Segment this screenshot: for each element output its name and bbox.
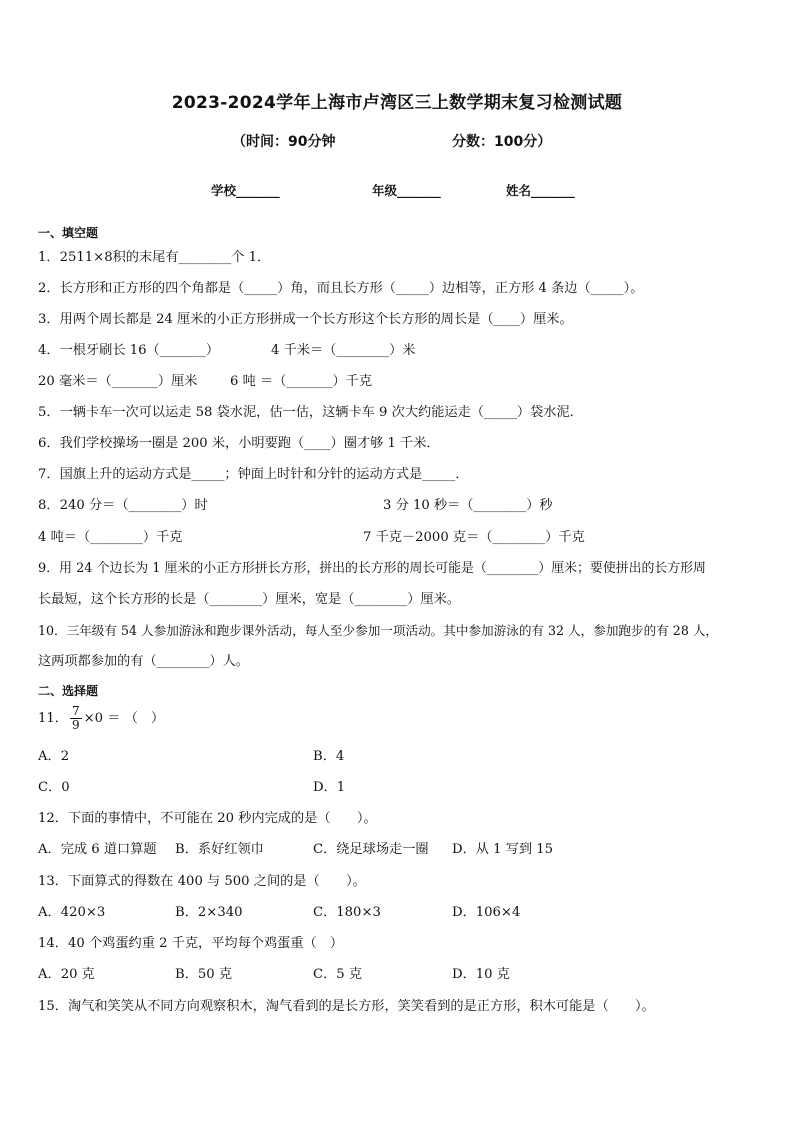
fraction-denominator: 9 — [71, 718, 80, 732]
fraction-numerator: 7 — [71, 704, 80, 718]
question-14: 14．40 个鸡蛋约重 2 千克，平均每个鸡蛋重（ ） — [38, 936, 344, 951]
name-field: 姓名_______ — [506, 183, 575, 198]
question-8a: 8．240 分＝（________）时 — [38, 498, 208, 513]
option-14-b: B．50 克 — [175, 967, 233, 982]
exam-title: 2023-2024学年上海市卢湾区三上数学期末复习检测试题 — [171, 93, 623, 113]
question-4d: 6 吨 ＝（_______）千克 — [230, 374, 373, 389]
option-14-a: A．20 克 — [38, 967, 95, 982]
option-11-a: A．2 — [38, 749, 70, 764]
question-10-line2: 这两项都参加的有（________）人。 — [38, 654, 249, 669]
question-10-line1: 10．三年级有 54 人参加游泳和跑步课外活动，每人至少参加一项活动。其中参加游泳的有 32 人，参加跑步的有 28 人， — [38, 623, 719, 638]
question-8b: 3 分 10 秒＝（________）秒 — [383, 498, 553, 513]
option-12-b: B．系好红领巾 — [175, 842, 264, 857]
question-8c: 4 吨＝（________）千克 — [38, 530, 183, 545]
question-5: 5．一辆卡车一次可以运走 58 袋水泥，估一估，这辆卡车 9 次大约能运走（_____）袋水泥． — [38, 405, 583, 420]
option-11-c: C．0 — [38, 780, 70, 795]
question-6: 6．我们学校操场一圈是 200 米，小明要跑（____）圈才够 1 千米． — [38, 436, 440, 451]
option-11-d: D．1 — [313, 780, 346, 795]
option-12-c: C．绕足球场走一圈 — [313, 842, 429, 857]
fraction-7-9 — [70, 705, 82, 732]
question-9-line1: 9．用 24 个边长为 1 厘米的小正方形拼长方形，拼出的长方形的周长可能是（________）厘米；要使拼出的长方形周 — [38, 561, 706, 576]
question-4c: 20 毫米＝（_______）厘米 — [38, 374, 198, 389]
question-15: 15．淘气和笑笑从不同方向观察积木，淘气看到的是长方形，笑笑看到的是正方形，积木可能是（ ）。 — [38, 999, 655, 1014]
school-field: 学校_______ — [211, 183, 280, 198]
question-8d: 7 千克－2000 克＝（________）千克 — [363, 530, 585, 545]
option-12-d: D．从 1 写到 15 — [452, 842, 554, 857]
question-11 — [38, 705, 164, 732]
question-11-suffix: ×0 ＝ （ ） — [83, 711, 165, 726]
grade-field: 年级_______ — [372, 183, 441, 198]
question-9-line2: 长最短，这个长方形的长是（________）厘米，宽是（________）厘米。 — [38, 592, 460, 607]
option-13-c: C．180×3 — [313, 905, 381, 920]
option-14-c: C．5 克 — [313, 967, 363, 982]
question-2: 2．长方形和正方形的四个角都是（_____）角，而且长方形（_____）边相等，正方形 4 条边（_____）。 — [38, 281, 644, 296]
question-13: 13．下面算式的得数在 400 与 500 之间的是（ ）。 — [38, 874, 366, 889]
exam-score: 分数：100分） — [452, 134, 552, 150]
option-13-d: D．106×4 — [452, 905, 521, 920]
question-4b: 4 千米＝（________）米 — [271, 343, 416, 358]
section-fill-blank: 一、填空题 — [38, 226, 99, 240]
option-11-b: B．4 — [313, 749, 345, 764]
option-13-a: A．420×3 — [38, 905, 106, 920]
option-12-a: A．完成 6 道口算题 — [38, 842, 157, 857]
question-3: 3．用两个周长都是 24 厘米的小正方形拼成一个长方形这个长方形的周长是（____）厘米。 — [38, 312, 573, 327]
question-1: 1．2511×8积的末尾有________个 1． — [38, 250, 271, 265]
question-11-prefix: 11． — [38, 711, 68, 726]
question-7: 7．国旗上升的运动方式是_____；钟面上时针和分针的运动方式是_____． — [38, 467, 469, 482]
question-4a: 4．一根牙刷长 16（_______） — [38, 343, 220, 358]
option-13-b: B．2×340 — [175, 905, 243, 920]
exam-time: （时间：90分钟 — [232, 134, 336, 150]
section-multiple-choice: 二、选择题 — [38, 684, 99, 698]
option-14-d: D．10 克 — [452, 967, 510, 982]
question-12: 12．下面的事情中，不可能在 20 秒内完成的是（ ）。 — [38, 811, 377, 826]
